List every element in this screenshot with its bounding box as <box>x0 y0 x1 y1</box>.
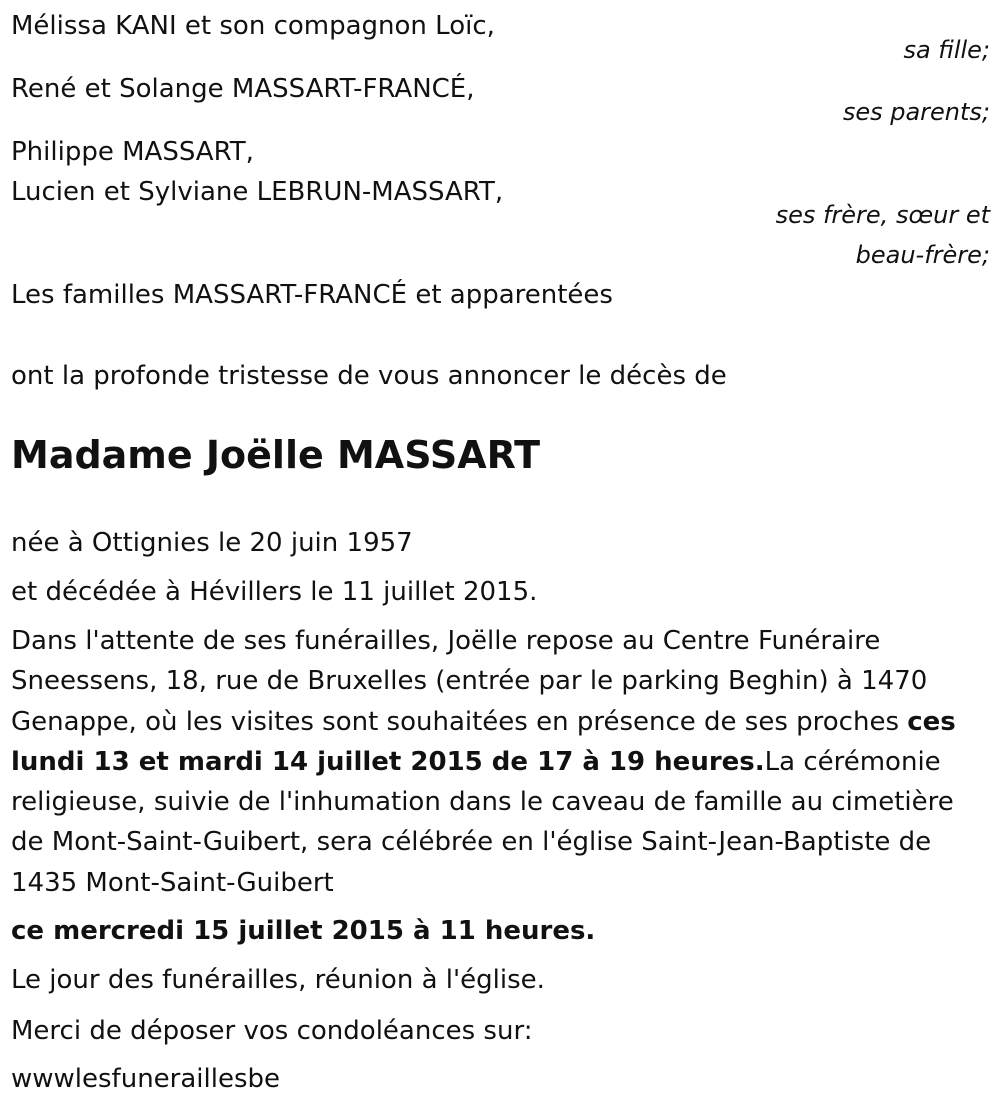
gathering-line: Le jour des funérailles, réunion à l'église. <box>11 965 545 995</box>
ceremony-text: La cérémonie religieuse, suivie de l'inhumation dans le caveau de famille au cimetière de Mont-Saint-Guibert, sera célébrée en l'église Saint-Jean-Baptiste de 1435 Mont-Saint-Guibert <box>11 746 954 898</box>
visitation-dates: ces lundi 13 et mardi 14 juillet 2015 de 17 à 19 heures. <box>11 706 956 777</box>
condolences-label: Merci de déposer vos condoléances sur: <box>11 1016 533 1046</box>
siblings-role-line2: beau-frère; <box>855 241 990 269</box>
ceremony-date: ce mercredi 15 juillet 2015 à 11 heures. <box>11 916 596 946</box>
visitation-paragraph <box>11 621 986 903</box>
parents-names: René et Solange MASSART-FRANCÉ, <box>11 74 475 104</box>
website-link[interactable]: wwwlesfuneraillesbe <box>11 1064 281 1094</box>
brother-name: Philippe MASSART, <box>11 137 254 167</box>
sister-names: Lucien et Sylviane LEBRUN-MASSART, <box>11 177 504 207</box>
daughter-role: sa fille; <box>903 36 990 64</box>
announcement: ont la profonde tristesse de vous annoncer le décès de <box>11 361 727 391</box>
families-line: Les familles MASSART-FRANCÉ et apparentées <box>11 280 613 310</box>
visitation-text: Dans l'attente de ses funérailles, Joëlle repose au Centre Funéraire Sneessens, 18, rue de Bruxelles (entrée par le parking Beghin) à 1470 Genappe, où les visites sont souhaitées en présence de ses proches <box>11 626 928 737</box>
parents-role: ses parents; <box>842 98 990 126</box>
daughter-names: Mélissa KANI et son compagnon Loïc, <box>11 11 495 41</box>
death-line: et décédée à Hévillers le 11 juillet 2015. <box>11 577 538 607</box>
deceased-name: Madame Joëlle MASSART <box>11 433 541 477</box>
siblings-role-line1: ses frère, sœur et <box>775 201 990 229</box>
birth-line: née à Ottignies le 20 juin 1957 <box>11 528 413 558</box>
